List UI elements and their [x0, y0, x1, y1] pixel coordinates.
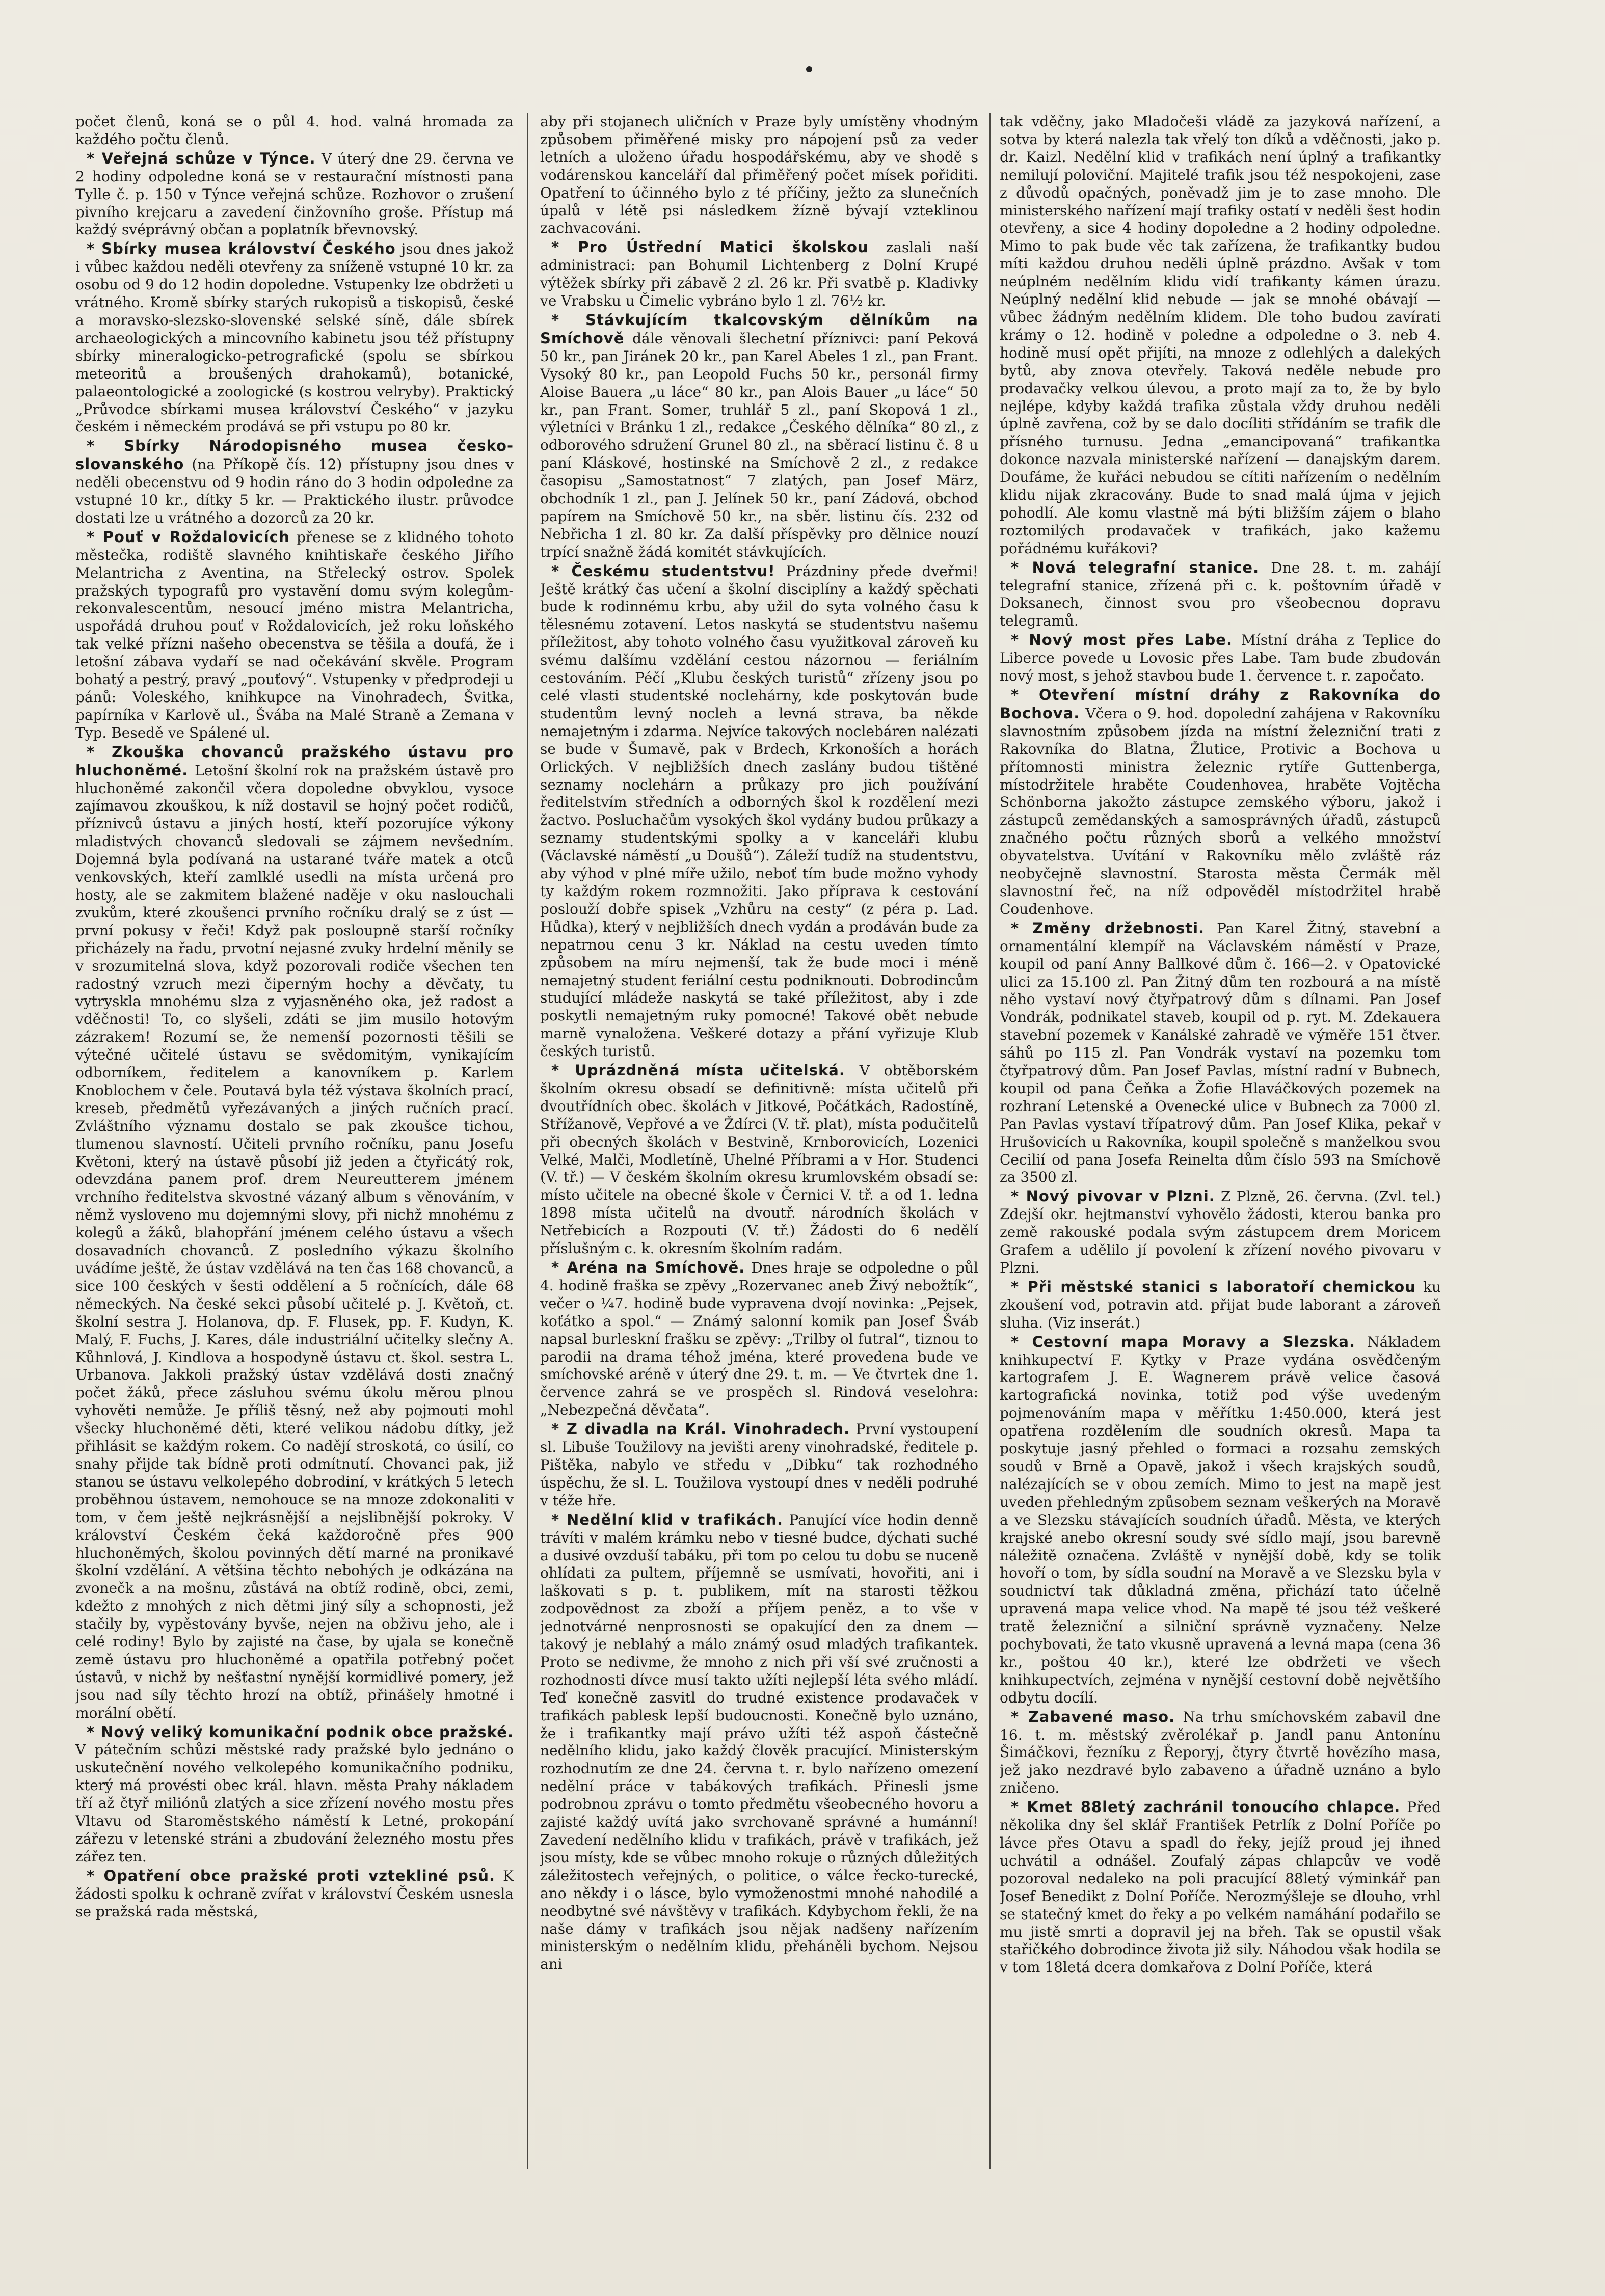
news-item — [75, 240, 514, 436]
news-item-text: přenese se z klidného tohoto městečka, rodiště slavného knihtiskaře českého Jiřího Melantricha z Aventina, na Střelecký ostrov. Spolek pražských typografů pro vystavění domu svým kolegům-rekonvalescentům, nesoucí jméno mistra Melantricha, uspořádá druhou pouť v Roždalovicích, jež roku loňského tak velké přízni našeho obecenstva se těšila a doufá, že i letošní zábava vydaří se nad očekávání skvěle. Program bohatý a pestrý, pravý „pouťový“. Vstupenky v předprodeji u pánů: Voleského, knihkupce na Vinohradech, Švitka, papírníka v Karlově ul., Švába na Malé Straně a Zemana v Typ. Besedě ve Spálené ul. — [75, 528, 514, 741]
news-item — [75, 437, 514, 527]
news-item-text: dále věnovali šlechetní příznivci: paní Peková 50 kr., pan Jiránek 20 kr., pan Karel Abeles 1 zl., pan Frant. Vysoký 80 kr., pan Leopold Fuchs 50 kr., personál firmy Aloise Bauera „u láce“ 80 kr., pan Alois Bauer „u láce“ 50 kr., pan Frant. Somer, truhlář 5 zl., paní Skopová 1 zl., výletníci v Bránku 1 zl., redakce „Českého dělníka“ 80 zl., z odborového sdružení Grunel 80 zl., na sběrací listinu č. 8 u paní Kláskové, hostinské na Smíchově 2 zl., z redakce časopisu „Samostatnost“ 7 zlatých, pan Josef März, obchodník 1 zl., pan J. Jelínek 50 kr., paní Zádová, obchod papírem na Smíchově 50 kr., na sběr. listinu čís. 232 od Nebřicha 1 zl. 80 kr. Za další příspěvky pro dělnice nouzí trpící snažně žádá komitét stávkujících. — [540, 330, 978, 560]
news-item-text: K žádosti spolku k ochraně zvířat v království Českém usnesla se pražská rada městská, — [75, 1867, 514, 1920]
column-divider — [527, 113, 528, 2169]
news-item-headline: * Sbírky musea království Českého — [87, 240, 396, 258]
news-item — [540, 1511, 978, 1974]
news-item-text: Před několika dny šel sklář František Petrlík z Dolní Poříče po lávce přes Otavu a spadl do řeky, jejíž proud jej ihned uchvátil a odnášel. Zoufalý zápas chlapcův ve vodě pozoroval nedaleko na poli pracující 88letý výminkář pan Josef Benedikt z Dolní Poříče. Nerozmýšleje se dlouho, vrhl se statečný kmet do řeky a po velkém namáhání podařilo se mu jistě smrti a dopravil jej na břeh. Tak se opustil však stařičkého dobrodince života již sily. Náhodou však hodila se v tom 18letá dcera domkařova z Dolní Poříče, která — [1000, 1799, 1441, 1976]
news-item-text: tak vděčny, jako Mladočeši vládě za jazyková nařízení, a sotva by která nalezla tak vřelý ton díků a vděčnosti, jako p. dr. Kaizl. Nedělní klid v trafikách není úplný a trafikantky nemilují poloviční. Majitelé trafik jsou též nespokojeni, zase z důvodů opačných, poněvadž jim je to zase mnoho. Dle ministerského nařízení mají trafiky ostatí v neděli šest hodin otevřeny, a sice 4 hodiny dopoledne a 2 hodiny odpoledne. Mimo to pak bude věc tak zařízena, že trafikantky budou míti každou druhou neděli úplně prázdno. Avšak v tom neúplném nedělním klidu vidí trafikanty kámen úrazu. Neúplný nedělní klid nebude — jak se mnohé obávají — vůbec žádným nedělním klidem. Dle toho budou zavírati krámy o 12. hodině v poledne a odpoledne o 3. neb 4. hodině musí opět přijíti, na mnoze z odlehlých a dalekých bytů, aby znova otevřely. Taková neděle nebude pro prodavačky velkou úlevou, a proto mají za to, že by bylo nejlépe, kdyby každá trafika zůstala vždy druhou neděli úplně zavřena, což by se dalo docíliti střídáním se trafik dle přísného turnusu. Jedna „emancipovaná“ trafikantka dokonce nazvala ministerské nařízení — danajským darem. Doufáme, že kuřáci nebudou se cítiti nařízením o nedělním klidu nijak zkracovány. Bude to snad malá újma v jejich pohodlí. Ale komu vlastně má býti bližším zájem o blaho roztomilých prodavaček v trafikách, jako kažemu pořádnému kuřákovi? — [1000, 113, 1441, 557]
news-item-text: jsou dnes jakož i vůbec každou neděli otevřeny za sníženě vstupné 10 kr. za osobu od 9 do 12 hodin dopoledne. Vstupenky lze obdržeti u vrátného. Kromě sbírky starých rukopisů a tiskopisů, české a moravsko-slezsko-slovenské selské síně, dále sbírek archaeologických a mincovního kabinetu jsou též přístupny sbírky mineralogicko-petrografické (spolu se sbírkou meteoritů a broušených drahokamů), botanické, palaeontologické a zoologické (s kostrou velryby). Praktický „Průvodce sbírkami musea království Českého“ v jazyku českém i německém prodává se při vstupu po 80 kr. — [75, 240, 514, 436]
news-item — [540, 1062, 978, 1258]
news-item — [75, 1867, 514, 1921]
column-divider — [989, 113, 991, 2169]
news-item-headline: * Zkouška chovanců pražského ústavu pro hluchoněmé. — [75, 743, 514, 779]
news-item-headline: * Kmet 88letý zachránil tonoucího chlapce. — [1011, 1798, 1401, 1816]
news-item-headline: * Zabavené maso. — [1011, 1708, 1175, 1725]
ink-dot — [806, 66, 812, 72]
news-item-headline: * Z divadla na Král. Vinohradech. — [551, 1420, 850, 1438]
news-item-text: Místní dráha z Teplice do Liberce povede u Lovosic přes Labe. Tam bude zbudován nový most, s jehož stavbou bude 1. července t. r. započato. — [1000, 632, 1441, 685]
news-item-headline: * Pro Ústřední Matici školskou — [551, 238, 869, 256]
column-3 — [1000, 113, 1441, 2174]
column-2 — [540, 113, 978, 2174]
news-item-headline: * Nový pivovar v Plzni. — [1011, 1187, 1215, 1205]
news-item-text: Včera o 9. hod. dopolední zahájena v Rakovníku slavnostním způsobem jízda na místní železniční trati z Rakovníka do Blatna, Žlutice, Protivic a Bochova u přítomnosti ministra železnic rytíře Guttenberga, místodržitele hraběte Coudenhovea, hraběte Vojtěcha Schönborna jakožto zástupce zemského výboru, jakož i zástupců zemědanských a samosprávných úřadů, zástupců značného počtu různých sborů a velkého množství obyvatelstva. Uvítání v Rakovníku mělo zvláště ráz neobyčejně slavnostní. Starosta města Čermák měl slavnostní řeč, na níž odpověděl místodržitel hrabě Coudenhove. — [1000, 705, 1441, 917]
news-item — [1000, 559, 1441, 631]
news-item — [75, 113, 514, 149]
news-item-headline: * Opatření obce pražské proti vztekliné psů. — [87, 1867, 495, 1884]
news-item — [540, 311, 978, 561]
news-item-headline: * Sbírky Národopisného musea česko-slovanského — [75, 437, 514, 473]
news-item-text: ku zkoušení vod, potravin atd. přijat bude laborant a zároveň sluha. (Viz inserát.) — [1000, 1278, 1441, 1331]
news-item-text: zaslali naší administraci: pan Bohumil Lichtenberg z Dolní Krupé výtěžek sbírky při zábavě 2 zl. 26 kr. Při svatbě p. Kladivky ve Vrabsku u Čimelic vybráno bylo 1 zl. 76½ kr. — [540, 239, 978, 310]
news-item-text: Na trhu smíchovském zabavil dne 16. t. m. městský zvěrolékař p. Jandl panu Antonínu Šimáčkovi, řezníku z Řeporyj, čtyry čtvrtě hovězího masa, jež jako nezdravé bylo zabaveno a úřadně uznáno a bylo zničeno. — [1000, 1708, 1441, 1797]
news-item-headline: * Cestovní mapa Moravy a Slezska. — [1011, 1333, 1355, 1350]
news-item-text: aby při stojanech uličních v Praze byly umístěny vhodným způsobem přiměřené misky pro nápojení psů za veder letních a uloženo úřadu hospodářskému, aby ve shodě s vodárenskou kanceláří dal přiměřený počet mísek pořiditi. Opatření to účinného bylo z té příčiny, ježto za slunečních úpalů v létě psi následkem žízně bývají vzteklinou zachvacováni. — [540, 113, 978, 237]
news-item-text: Nákladem knihkupectví F. Kytky v Praze vydána osvědčeným kartografem J. E. Wagnerem právě velice časová kartografická novinka, totiž pod výše uvedeným pojmenováním mapa v měřítku 1:450.000, která jest opatřena rozdělením dle soudních okresů. Mapa ta poskytuje jasný přehled o formaci a rozsahu zemských soudů v Brně a Opavě, jakož i všech krajských soudů, nalézajících se v obou zemích. Mimo to jest na mapě jest uveden přehledným způsobem seznam veškerých na Moravě a ve Slezsku stávajících soudních úřadů. Města, ve kterých krajské anebo okresní soudy své sídlo mají, jsou barevně náležitě označena. Zvláště v nynější době, kdy se tolik hovoří o tom, by sídla soudní na Moravě a ve Slezsku byla v soudnictví tak důkladná změna, přichází tato účelně upravená mapa velice vhod. Na mapě té jsou též veškeré tratě železniční a silniční správně vyznačeny. Nelze pochybovati, že tato vkusně upravená a levná mapa (cena 36 kr., poštou 40 kr.), které lze obdržeti ve všech knihkupectvích, zejména v nynější cestovní době největšího odbytu docílí. — [1000, 1333, 1441, 1706]
news-item-text: počet členů, koná se o půl 4. hod. valná hromada za každého počtu členů. — [75, 113, 514, 148]
news-item — [540, 1259, 978, 1419]
column-1 — [75, 113, 514, 2174]
news-item-text: Dne 28. t. m. zahájí telegrafní stanice, zřízená při c. k. poštovním úřadě v Doksanech, činnost svou pro všeobecnou dopravu telegramů. — [1000, 559, 1441, 630]
news-item-headline: * Nový most přes Labe. — [1011, 631, 1233, 649]
news-item-text: V pátečním schůzi městské rady pražské bylo jednáno o uskutečnění nového velkolepého komunikačního podniku, který má provésti obec král. hlavn. města Prahy nákladem tří až čtyř miliónů zlatých a sice zřízení nového mostu přes Vltavu od Staroměstského náměstí k Letné, prokopání zářezu v letenské stráni a zbudování železného mostu přes zářez ten. — [75, 1741, 514, 1865]
news-item — [1000, 1333, 1441, 1707]
news-item — [1000, 686, 1441, 919]
news-item-headline: * Při městské stanici s laboratoří chemickou — [1011, 1278, 1416, 1295]
news-item-headline: * Uprázdněná místa učitelská. — [551, 1062, 845, 1079]
news-item-text: V úterý dne 29. června ve 2 hodiny odpoledne koná se v restaurační místnosti pana Tylle č. p. 150 v Týnce veřejná schůze. Rozhovor o zrušení pivního krejcaru a zavedení činžovního groše. Přístup má každý svéprávný občan a poplatník břevnovský. — [75, 150, 514, 238]
news-item-headline: * Pouť v Roždalovicích — [87, 528, 290, 546]
news-item-text: První vystoupení sl. Libuše Toužilovy na jevišti areny vinohradské, ředitele p. Pištěka, nabylo ve středu v „Dibku“ tak rozhodného úspěchu, že sl. L. Toužilova vystoupí dnes v neděli podruhé v téže hře. — [540, 1421, 978, 1509]
news-item-headline: * Otevření místní dráhy z Rakovníka do Bochova. — [1000, 686, 1441, 722]
news-item — [1000, 113, 1441, 558]
news-item — [540, 1420, 978, 1510]
news-item-text: Letošní školní rok na pražském ústavě pro hluchoněmé zakončil včera dopoledne obvyklou, vysoce zajímavou zkouškou, k níž dostavil se hojný počet rodičů, příznivců ústavu a jiných hostí, kteří pozorujíce výkony mladistvých chovanců sledovali se zájmem nevšedním. Dojemná byla podívaná na ustarané tváře matek a otců venkovských, kteří zamlklé usedli na místa určená pro hosty, ale se zakmitem blažené naděje v oku naslouchali zvukům, které zkoušenci prvního ročníku dralý se z úst — první pokusy v řeči! Když pak posloupně starší ročníky přicházely na řadu, prvotní nejasné zvuky hrdelní měnily se v srozumitelná slova, když pozorovali rodiče všechen ten radostný vzruch mezi čiperným hochy a děvčaty, tu vytryskla mnohému slza z vyjasněného oka, jež radost a vděčnosti! To, co slyšeli, zdáti se jim musilo hotovým zázrakem! Rozumí se, že nemenší pozornosti těšili se výtečné učitelé ústavu se svědomitým, vynikajícím odborníkem, ředitelem a kanovníkem p. Karlem Knoblochem v čele. Poutavá byla též výstava školních prací, kreseb, předmětů vyřezávaných a jiných ručních prací. Zvláštního významu dostalo se pak zkoušce tichou, tlumenou slavností. Učiteli prvního ročníku, panu Josefu Květoni, který na ústavě působí již jeden a čtyřicátý rok, odevzdána panem prof. drem Neureutterem jménem vrchního ředitelstva skvostné vázaný album s věnováním, v němž vysloveno mu dojemnými slovy, při nichž mnohému z kolegů a žáků, blahopřání jménem celého ústavu a všech dosavadních chovanců. Z posledního výkazu školního uvádíme ještě, že ústav vzdělává na ten čas 168 chovanců, a sice 100 českých v šesti oddělení a 5 ročnících, dále 68 německých. Na české sekci působí učitelé p. J. Květoň, ct. školní sestra J. Holanova, dp. F. Flusek, pp. F. Kudyn, K. Malý, F. Fuchs, J. Kares, dále industriální učitelky slečny A. Kůhnlová, J. Kindlova a hospodyně ústavu ct. škol. sestra L. Urbanova. Jakkoli pražský ústav vzdělává dosti značný počet žáků, přece zásluhou svému úkolu měrou plnou vyhověti nemůže. Je příliš těsný, než aby pojmouti mohl všecky hluchoněmé děti, které velikou nádobu dítky, jež přihlásit se každým rokem. Co nadějí stroskotá, co úsilí, co snahy přijde tak bídně proti odmítnutí. Chovanci pak, již stanou se ústavu velkolepého dobrodiní, v krátkých 5 letech proběhnou ústavem, nemohouce se na mnoze zdokonaliti v tom, v čem ještě nejkrásnější a nejslibnější pokroky. V království Českém čeká každoročně přes 900 hluchoněmých, školou povinných dětí marné na pronikavé školní vzdělání. A většina těchto nebohých je odkázána na zvonečk a na mošnu, zůstává na obtíž rodině, obci, zemi, kdežto z mnohých z nich dětmi jiný síly a schopnosti, jež stačily by, vypěstovány byvše, nejen na obživu jeho, ale i celé rodiny! Bylo by zajisté na čase, by ujala se konečně země ústavu pro hluchoněmé a opatřila potřebný počet ústavů, v nichž by nešťastní nynější kormidlivé pomery, jež jsou nad síly těchto hrozí na obtíž, přinášely hmotné i morální obětí. — [75, 762, 514, 1721]
news-item — [75, 743, 514, 1722]
news-item — [1000, 631, 1441, 685]
news-item — [540, 113, 978, 237]
news-item-text: Panující více hodin denně trávíti v malém krámku nebo v tiesné budce, dýchati suché a dusivé ovzduší tabáku, při tom po celou tu dobu se nuceně ohlídati za pultem, příjemně se usmívati, hovořiti, ani i laškovati s p. t. publikem, mít na starosti těžkou zodpovědnost za zboží a příjem peněz, a to vše v jednotvárné nenprosnosti se opakující den za dnem — takový je neblahý a málo známý osud mladých trafikantek. Proto se nedivme, že mnoho z nich při vší své zručnosti a rozhodnosti dívce musí takto užíti nejlepší léta svého mládí. Teď konečně zasvitl do trudné existence prodavaček v trafikách pablesk lepší budoucnosti. Konečně bylo uznáno, že i trafikantky mají právo užíti též aspoň částečně nedělního klidu, jako každý člověk pracující. Ministerským rozhodnutím ze dne 24. června t. r. bylo nařízeno omezení nedělní práce v tabákových trafikách. Přinesli jsme podrobnou zprávu o tomto předmětu všeobecného hovoru a zajisté každý uvítá jako svrchovaně správné a humánní! Zavedení nedělního klidu v trafikách, právě v trafikách, jež jsou místy, kde se vůbec mnoho rokuje o různých důležitých záležitostech veřejných, o politice, o válce řecko-turecké, ano někdy i o lásce, bylo vymoženostmi mnohé nahodilé a neodbytné své návštěvy v trafikách. Kdybychom řekli, že na naše dámy v trafikách jsou nějak nadšeny nařízením ministerským o nedělním klidu, přeháněli bychom. Nejsou ani — [540, 1511, 978, 1973]
news-item — [1000, 1708, 1441, 1798]
news-item — [1000, 1278, 1441, 1332]
news-item — [540, 238, 978, 310]
news-item — [75, 1723, 514, 1866]
news-item — [75, 528, 514, 742]
news-item-text: (na Příkopě čís. 12) přístupny jsou dnes v neděli obecenstvu od 9 hodin ráno do 3 hodin odpoledne za vstupné 10 kr., dítky 5 kr. — Praktického ilustr. průvodce dostati lze u vrátného a dozorců za 20 kr. — [75, 456, 514, 526]
news-item-headline: * Nový veliký komunikační podnik obce pražské. — [87, 1723, 514, 1741]
news-item — [1000, 920, 1441, 1187]
news-item-headline: * Nová telegrafní stanice. — [1011, 558, 1260, 576]
news-item-headline: * Českému studentstvu! — [551, 562, 775, 580]
news-item-headline: * Veřejná schůze v Týnce. — [87, 149, 316, 167]
news-item-headline: * Změny držebnosti. — [1011, 919, 1205, 937]
news-item — [1000, 1798, 1441, 1977]
news-item — [1000, 1187, 1441, 1277]
news-item-text: V obtěborském školním okresu obsadí se definitivně: místa učitelů při dvoutřídních obec. školách v Jitkové, Počátkách, Radostíně, Střížanově, Vepřové a ve Ždírci (V. tř. plat), místa podučitelů při obecných školách v Bestvině, Krnborovicích, Lozenici Velké, Malči, Modletíně, Uhelné Příbrami a v Hor. Studenci (V. tř.) — V českém školním okresu krumlovském obsadí se: místo učitele na obecné škole v Černici V. tř. a od 1. ledna 1898 místa učitelů na dvoutř. národních školách v Netřebicích a Rozpouti (V. tř.) Žádosti do 6 nedělí příslušným c. k. okresním školním radám. — [540, 1062, 978, 1257]
news-item-headline: * Stávkujícím tkalcovským dělníkům na Smíchově — [540, 311, 978, 347]
news-item-text: Prázdniny přede dveřmi! Ještě krátký čas učení a školní disciplíny a každý spěchati bude k rodinnému krbu, aby užil do syta volného času k tělesnému zotavení. Letos naskytá se studentstvu našemu příležitost, aby tohoto volného času využitkoval zároveň ku svému dalšímu vzdělání cestou názornou — feriálním cestováním. Péčí „Klubu českých turistů“ zřízeny jsou po celé vlasti studentské noclehárny, kde poskytován bude studentům levný nocleh a levná strava, ba někde nemajetným i zdarma. Nejvíce takových noclebáren nalézati se bude v Šumavě, pak v Brdech, Krkonoších a horách Orlických. V nejbližších dnech zaslány budou tištěné seznamy noclehárn a průkazy pro jich používání ředitelstvím středních a odborných škol k rozdělení mezi žactvo. Posluchačům vysokých škol vydány budou průkazy a seznamy studentskými spolky a v kanceláři klubu (Václavské náměstí „u Doušů“). Záleží tudíž na studentstvu, aby výhod v plné míře užilo, neboť tím bude možno vyhody ty každým rokem rozmnožiti. Jako příprava k cestování poslouží dobře spisek „Vzhůru na cesty“ (z péra p. Lad. Hůdka), který v nejbližších dnech vydán a prodáván bude za nepatrnou cenu 3 kr. Náklad na cestu uveden tímto způsobem na míru nejmenší, tak že bude moci i méně nemajetný student feriální cestu podniknouti. Dobrodincům studující mládeže naskytá se také příležitost, aby i zde poskytli nemajetným ruky pomocné! Takové obět nebude marně vynaložena. Veškeré dotazy a přání vyřizuje Klub českých turistů. — [540, 562, 978, 1060]
news-item — [75, 150, 514, 239]
news-item — [540, 562, 978, 1061]
news-item-text: Z Plzně, 26. června. (Zvl. tel.) Zdejší okr. hejtmanství vyhovělo žádosti, kterou banka pro země rakouské podala svým zástupcem drem Moricem Grafem a udělilo jí povolení k zřízení nového pivovaru v Plzni. — [1000, 1188, 1441, 1276]
news-item-headline: * Aréna na Smíchově. — [551, 1259, 745, 1276]
news-item-text: Dnes hraje se odpoledne o půl 4. hodině fraška se zpěvy „Rozervanec aneb Živý nebožtík“, večer o ¼7. hodině bude vypravena dvojí novinka: „Pejsek, koťátko a spol.“ — Známý salonní komik pan Josef Šváb napsal burleskní frašku se zpěvy: „Trilby ol futral“, tiznou to parodii na drama téhož jména, které provedena bude ve smíchovské aréně v úterý dne 29. t. m. — Ve čtvrtek dne 1. července zahrá se ve prospěch sl. Rindová veselohra: „Nebezpečná děvčata“. — [540, 1259, 978, 1419]
news-item-headline: * Nedělní klid v trafikách. — [551, 1510, 784, 1528]
news-item-text: Pan Karel Žitný, stavební a ornamentální klempíř na Václavském náměstí v Praze, koupil od paní Anny Ballkové dům č. 166—2. v Opatovické ulici za 15.100 zl. Pan Žitný dům ten rozbourá a na místě něho vystaví nový čtyřpatrový dům s dílnami. Pan Josef Vondrák, podnikatel staveb, koupil od p. ryt. M. Zdekauera stavební pozemek v Kanálské zahradě ve výměře 151 čtver. sáhů po 115 zl. Pan Vondrák vystaví na pozemku tom čtyřpatrový dům. Pan Josef Pavlas, místní radní v Bubnech, koupil od pana Čeňka a Žofie Hlaváčkových pozemek na rozhraní Letenské a Ovenecké ulice v Bubnech za 7000 zl. Pan Pavlas vystaví třípatrový dům. Pan Josef Klika, pekař v Hrušovicích u Rakovníka, koupil společně s manželkou svou Cecilií od pana Josefa Reinelta dům číslo 593 na Smíchově za 3500 zl. — [1000, 920, 1441, 1186]
